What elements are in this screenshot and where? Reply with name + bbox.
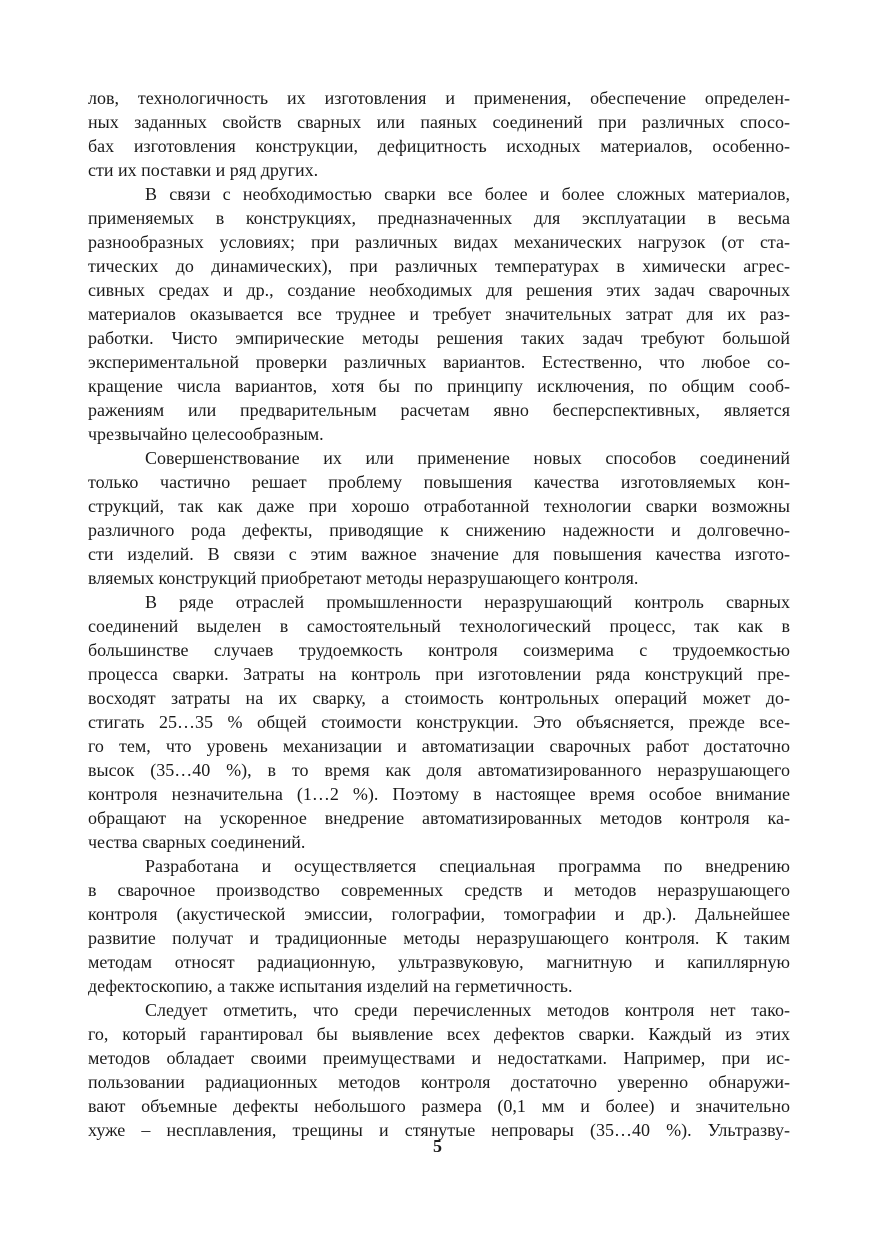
text-line: Совершенствование их или применение новых способов соединений [145, 448, 790, 468]
text-line: ных заданных свойств сварных или паяных соединений при различных спосо- [88, 112, 790, 132]
text-line: восходят затраты на их сварку, а стоимость контрольных операций может до- [88, 688, 790, 708]
page-number: 5 [433, 1136, 442, 1156]
text-line: обращают на ускоренное внедрение автоматизированных методов контроля ка- [88, 808, 790, 828]
text-line: го тем, что уровень механизации и автоматизации сварочных работ достаточно [88, 736, 790, 756]
text-line: в сварочное производство современных средств и методов неразрушающего [88, 880, 790, 900]
text-line: вляемых конструкций приобретают методы неразрушающего контроля. [88, 568, 639, 588]
text-line: только частично решает проблему повышения качества изготовляемых кон- [88, 472, 790, 492]
text-line: контроля (акустической эмиссии, голографии, томографии и др.). Дальнейшее [88, 904, 790, 924]
text-line: стигать 25…35 % общей стоимости конструкции. Это объясняется, прежде все- [88, 712, 790, 732]
text-line: лов, технологичность их изготовления и применения, обеспечение определен- [88, 88, 790, 108]
text-line: контроля незначительна (1…2 %). Поэтому в настоящее время особое внимание [88, 784, 790, 804]
text-line: чрезвычайно целесообразным. [88, 424, 324, 444]
paragraph [88, 446, 790, 590]
text-line: бах изготовления конструкции, дефицитность исходных материалов, особенно- [88, 136, 790, 156]
text-line: экспериментальной проверки различных вариантов. Естественно, что любое со- [88, 352, 790, 372]
text-line: методам относят радиационную, ультразвуковую, магнитную и капиллярную [88, 952, 790, 972]
text-line: струкций, так как даже при хорошо отработанной технологии сварки возможны [88, 496, 790, 516]
text-line: кращение числа вариантов, хотя бы по принципу исключения, по общим сооб- [88, 376, 790, 396]
text-line: работки. Чисто эмпирические методы решения таких задач требуют большой [88, 328, 790, 348]
text-line: сивных средах и др., создание необходимых для решения этих задач сварочных [88, 280, 790, 300]
text-line: хуже – несплавления, трещины и стянутые непровары (35…40 %). Ультразву- [88, 1120, 790, 1140]
text-line: тических до динамических), при различных температурах в химически агрес- [88, 256, 790, 276]
text-line: дефектоскопию, а также испытания изделий на герметичность. [88, 976, 573, 996]
text-line: В ряде отраслей промышленности неразрушающий контроль сварных [145, 592, 790, 612]
text-line: разнообразных условиях; при различных видах механических нагрузок (от ста- [88, 232, 790, 252]
text-line: материалов оказывается все труднее и требует значительных затрат для их раз- [88, 304, 790, 324]
text-line: пользовании радиационных методов контроля достаточно уверенно обнаружи- [88, 1072, 790, 1092]
text-line: Разработана и осуществляется специальная программа по внедрению [145, 856, 790, 876]
paragraph [88, 998, 790, 1142]
text-line: ражениям или предварительным расчетам явно бесперспективных, является [88, 400, 790, 420]
text-line: вают объемные дефекты небольшого размера (0,1 мм и более) и значительно [88, 1096, 790, 1116]
text-line: го, который гарантировал бы выявление всех дефектов сварки. Каждый из этих [88, 1024, 790, 1044]
text-line: В связи с необходимостью сварки все более и более сложных материалов, [145, 184, 790, 204]
text-line: большинстве случаев трудоемкость контроля соизмерима с трудоемкостью [88, 640, 790, 660]
paragraph [88, 182, 790, 446]
text-line: чества сварных соединений. [88, 832, 306, 852]
text-line: соединений выделен в самостоятельный технологический процесс, так как в [88, 616, 790, 636]
text-line: Следует отметить, что среди перечисленных методов контроля нет тако- [145, 1000, 790, 1020]
text-line: процесса сварки. Затраты на контроль при изготовлении ряда конструкций пре- [88, 664, 790, 684]
text-line: различного рода дефекты, приводящие к снижению надежности и долговечно- [88, 520, 790, 540]
text-line: методов обладает своими преимуществами и недостатками. Например, при ис- [88, 1048, 790, 1068]
text-line: применяемых в конструкциях, предназначенных для эксплуатации в весьма [88, 208, 790, 228]
text-line: сти их поставки и ряд других. [88, 160, 319, 180]
paragraph [88, 854, 790, 998]
paragraph [88, 86, 790, 182]
body-text [88, 86, 790, 1142]
text-line: развитие получат и традиционные методы неразрушающего контроля. К таким [88, 928, 790, 948]
paragraph [88, 590, 790, 854]
text-line: высок (35…40 %), в то время как доля автоматизированного неразрушающего [88, 760, 790, 780]
text-line: сти изделий. В связи с этим важное значение для повышения качества изгото- [88, 544, 790, 564]
